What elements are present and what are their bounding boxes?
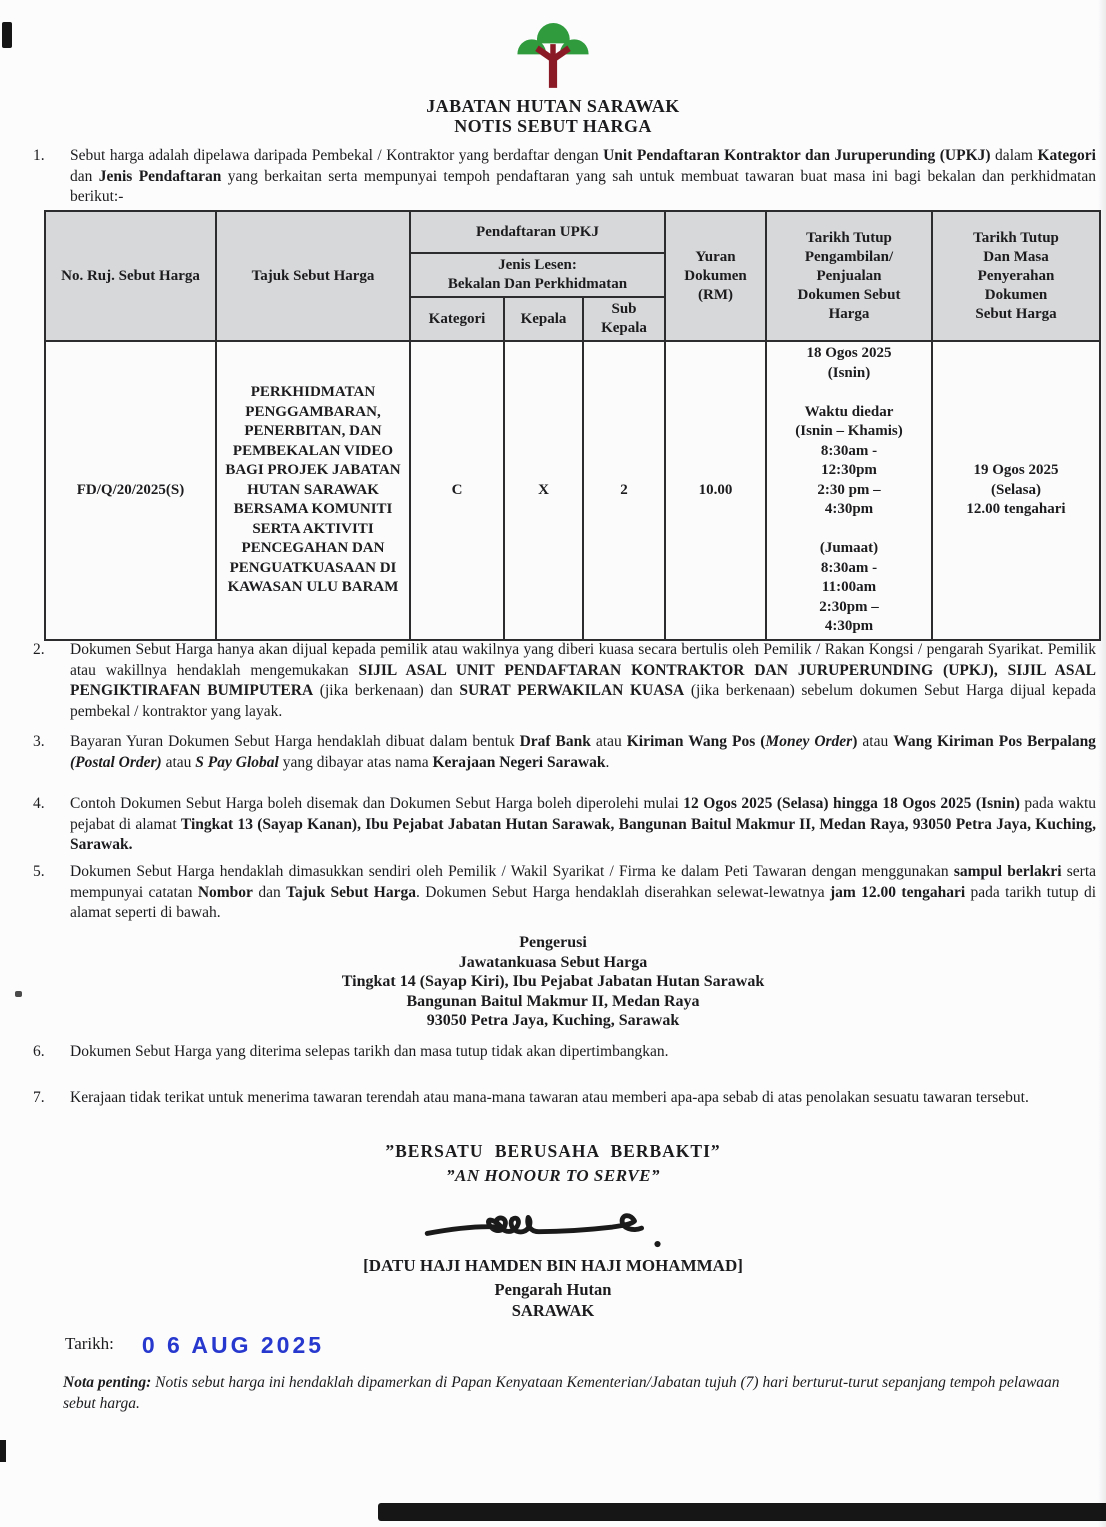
header-closing-submission: Tarikh Tutup Dan Masa Penyerahan Dokumen Sebut Harga	[932, 211, 1100, 341]
scan-artifact-top-left	[2, 22, 12, 48]
paragraph-6	[33, 1042, 1096, 1063]
tender-table	[44, 210, 1101, 641]
date-label: Tarikh:	[65, 1334, 114, 1353]
motto-english: ”AN HONOUR TO SERVE”	[446, 1166, 660, 1185]
paragraph-7	[33, 1088, 1096, 1109]
paragraph-7-number: 7.	[33, 1089, 45, 1106]
paragraph-5-number: 5.	[33, 863, 45, 880]
tender-row	[45, 341, 1100, 640]
paragraph-3-text: Bayaran Yuran Dokumen Sebut Harga hendaklah dibuat dalam bentuk Draf Bank atau Kiriman Wang Pos (Money Order) atau Wang Kiriman Pos Berpalang (Postal Order) atau S Pay Global yang dibayar atas nama Kerajaan Negeri Sarawak.	[70, 733, 1096, 771]
document-header	[0, 10, 1106, 136]
scan-artifact-bottom-bar	[378, 1503, 1106, 1521]
paragraph-4-number: 4.	[33, 795, 45, 812]
header-upkj-group: Pendaftaran UPKJ	[410, 211, 665, 253]
cell-sub-kepala: 2	[583, 341, 665, 640]
paragraph-4-text: Contoh Dokumen Sebut Harga boleh disemak dan Dokumen Sebut Harga boleh diperolehi mulai 12 Ogos 2025 (Selasa) hingga 18 Ogos 2025 (Isnin) pada waktu pejabat di alamat Tingkat 13 (Sayap Kanan), Ibu Pejabat Jabatan Hutan Sarawak, Bangunan Baitul Makmur II, Medan Raya, 93050 Petra Jaya, Kuching, Sarawak.	[70, 795, 1097, 853]
header-license-type: Jenis Lesen: Bekalan Dan Perkhidmatan	[410, 253, 665, 297]
paragraph-7-text: Kerajaan tidak terikat untuk menerima tawaran terendah atau mana-mana tawaran atau memberi apa-apa sebab di atas penolakan sesuatu tawaran tersebut.	[70, 1089, 1029, 1106]
signature-area	[0, 1198, 1106, 1265]
header-closing-sale: Tarikh Tutup Pengambilan/ Penjualan Dokumen Sebut Harga	[766, 211, 932, 341]
cell-ref-no: FD/Q/20/2025(S)	[45, 341, 216, 640]
signatory-name: [DATU HAJI HAMDEN BIN HAJI MOHAMMAD]	[363, 1256, 743, 1275]
cell-title: PERKHIDMATAN PENGGAMBARAN, PENERBITAN, DAN PEMBEKALAN VIDEO BAGI PROJEK JABATAN HUTAN SARAWAK BERSAMA KOMUNITI SERTA AKTIVITI PENCEGAHAN DAN PENGUATKUASAAN DI KAWASAN ULU BARAM	[216, 341, 410, 640]
signature-scrawl-icon	[403, 1198, 703, 1260]
cell-kepala: X	[504, 341, 583, 640]
paragraph-2-number: 2.	[33, 641, 45, 658]
notice-type-title: NOTIS SEBUT HARGA	[454, 116, 652, 136]
scan-artifact-left-speck	[15, 991, 22, 997]
cell-fee: 10.00	[665, 341, 766, 640]
scan-artifact-left-dash	[0, 1440, 6, 1462]
header-fee: Yuran Dokumen (RM)	[665, 211, 766, 341]
paragraph-1-text: Sebut harga adalah dipelawa daripada Pembekal / Kontraktor yang berdaftar dengan Unit Pendaftaran Kontraktor dan Juruperunding (UPKJ) dalam Kategori dan Jenis Pendaftaran yang berkaitan serta mempunyai tempoh pendaftaran yang sah untuk membuat tawaran buat masa ini bagi bekalan dan perkhidmatan berikut:-	[70, 147, 1097, 205]
paragraph-2	[33, 640, 1096, 722]
important-note: Nota penting: Notis sebut harga ini hendaklah dipamerkan di Papan Kenyataan Kementerian/Jabatan tujuh (7) hari berturut-turut sepanjang tempoh pelawaan sebut harga.	[63, 1374, 1060, 1412]
paragraph-3-number: 3.	[33, 733, 45, 750]
header-kepala: Kepala	[504, 297, 583, 341]
paragraph-6-text: Dokumen Sebut Harga yang diterima selepas tarikh dan masa tutup tidak akan dipertimbangkan.	[70, 1043, 669, 1060]
header-kategori: Kategori	[410, 297, 504, 341]
paragraph-5	[33, 862, 1096, 924]
signatory-position: Pengarah Hutan	[494, 1280, 612, 1299]
paragraph-4	[33, 794, 1096, 856]
date-stamp: 0 6 AUG 2025	[141, 1332, 325, 1358]
paragraph-1-number: 1.	[33, 147, 45, 164]
cell-kategori: C	[410, 341, 504, 640]
submission-address-block: Pengerusi Jawatankuasa Sebut Harga Tingkat 14 (Sayap Kiri), Ibu Pejabat Jabatan Hutan Sarawak Bangunan Baitul Makmur II, Medan Raya 93050 Petra Jaya, Kuching, Sarawak	[341, 934, 765, 1029]
paragraph-2-text: Dokumen Sebut Harga hanya akan dijual kepada pemilik atau wakilnya yang diberi kuasa secara bertulis oleh Pemilik / Rakan Kongsi / pengarah Syarikat. Pemilik atau wakillnya hendaklah mengemukakan SIJIL ASAL UNIT PENDAFTARAN KONTRAKTOR DAN JURUPERUNDING (UPKJ), SIJIL ASAL PENGIKTIRAFAN BUMIPUTERA (jika berkenaan) dan SURAT PERWAKILAN KUASA (jika berkenaan) sebelum dokumen Sebut Harga dijual kepada pembekal / kontraktor yang layak.	[70, 641, 1096, 720]
paragraph-5-text: Dokumen Sebut Harga hendaklah dimasukkan sendiri oleh Pemilik / Wakil Syarikat / Firma ke dalam Peti Tawaran dengan menggunakan sampul berlakri serta mempunyai catatan Nombor dan Tajuk Sebut Harga. Dokumen Sebut Harga hendaklah diserahkan selewat-lewatnya jam 12.00 tengahari pada tarikh tutup di alamat seperti di bawah.	[70, 863, 1097, 921]
paragraph-6-number: 6.	[33, 1043, 45, 1060]
header-title: Tajuk Sebut Harga	[216, 211, 410, 341]
date-row	[65, 1334, 324, 1359]
cell-closing-submission: 19 Ogos 2025 (Selasa) 12.00 tengahari	[932, 341, 1100, 640]
paragraph-1	[33, 146, 1096, 208]
motto-malay: ”BERSATU BERUSAHA BERBAKTI”	[385, 1141, 721, 1161]
agency-title: JABATAN HUTAN SARAWAK	[426, 96, 680, 116]
cell-closing-sale: 18 Ogos 2025 (Isnin) Waktu diedar (Isnin – Khamis) 8:30am - 12:30pm 2:30 pm – 4:30pm (Jumaat) 8:30am - 11:00am 2:30pm – 4:30pm	[766, 341, 932, 640]
header-ref-no: No. Ruj. Sebut Harga	[45, 211, 216, 341]
paragraph-3	[33, 732, 1096, 773]
header-sub-kepala: Sub Kepala	[583, 297, 665, 341]
signatory-region: SARAWAK	[511, 1301, 595, 1320]
forest-department-tree-logo-icon	[512, 10, 594, 96]
